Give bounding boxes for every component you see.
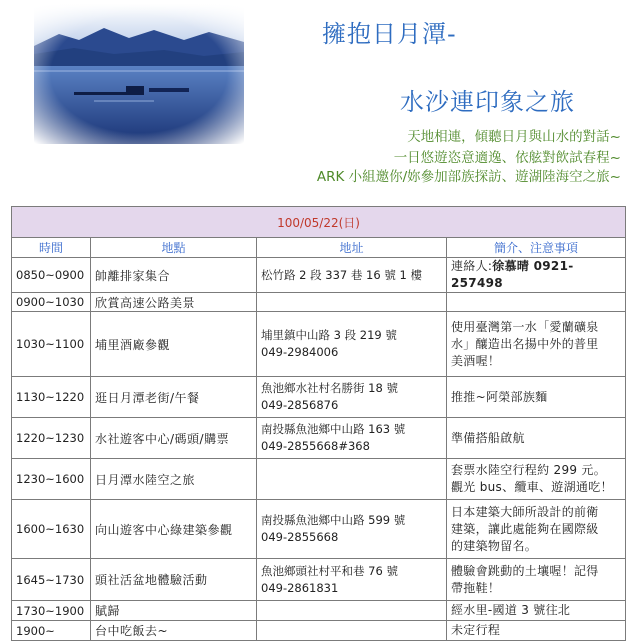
- table-row: [12, 418, 626, 459]
- row-time: 0900~1030: [12, 293, 91, 312]
- table-row: [12, 459, 626, 500]
- row-time: 1900~: [12, 621, 91, 641]
- row-time: 1730~1900: [12, 601, 91, 621]
- table-row: [12, 601, 626, 621]
- row-time: 1220~1230: [12, 418, 91, 459]
- row-info: 推推~阿榮部族麵: [447, 377, 626, 418]
- header-place: 地點: [91, 238, 257, 258]
- row-place: 向山遊客中心綠建築參觀: [91, 500, 257, 559]
- header-row: [12, 238, 626, 258]
- row-info: 經水里-國道 3 號往北: [447, 601, 626, 621]
- date-row: [12, 207, 626, 238]
- table-row: [12, 312, 626, 377]
- row-info: 使用臺灣第一水「愛蘭礦泉 水」釀造出名揚中外的普里 美酒喔！: [447, 312, 626, 377]
- row-address: 魚池鄉頭社村平和巷 76 號 049-2861831: [257, 559, 447, 601]
- header-info: 簡介、注意事項: [447, 238, 626, 258]
- row-info: 體驗會跳動的土壤喔！記得 帶拖鞋！: [447, 559, 626, 601]
- row-info: 套票水陸空行程約 299 元。 觀光 bus、纜車、遊湖通吃！: [447, 459, 626, 500]
- row-address: 南投縣魚池鄉中山路 599 號 049-2855668: [257, 500, 447, 559]
- table-row: [12, 621, 626, 641]
- row-info: 連絡人:徐慕晴 0921-257498: [447, 258, 626, 293]
- title-line-1: 擁抱日月潭-: [322, 20, 457, 48]
- row-address: [257, 459, 447, 500]
- schedule-date: 100/05/22(日): [12, 207, 626, 238]
- table-row: [12, 377, 626, 418]
- row-info: 未定行程: [447, 621, 626, 641]
- table-row: [12, 500, 626, 559]
- title-line-2: 水沙連印象之旅: [400, 88, 575, 116]
- row-place: 欣賞高速公路美景: [91, 293, 257, 312]
- row-info: 日本建築大師所設計的前衛 建築，讓此處能夠在國際級 的建築物留名。: [447, 500, 626, 559]
- slogan-line-1: 天地相連，傾聽日月與山水的對話~: [407, 129, 621, 145]
- table-row: [12, 559, 626, 601]
- slogan-line-2: 一日悠遊恣意適逸、依舷對飲試春程~: [393, 150, 621, 166]
- row-time: 1230~1600: [12, 459, 91, 500]
- row-address: [257, 621, 447, 641]
- row-address: [257, 293, 447, 312]
- header-time: 時間: [12, 238, 91, 258]
- schedule-table: [11, 206, 626, 641]
- row-place: 日月潭水陸空之旅: [91, 459, 257, 500]
- row-time: 1600~1630: [12, 500, 91, 559]
- header-address: 地址: [257, 238, 447, 258]
- sun-moon-lake-photo: [34, 4, 244, 144]
- row-place: 埔里酒廠參觀: [91, 312, 257, 377]
- row-place: 頭社活盆地體驗活動: [91, 559, 257, 601]
- row-time: 1130~1220: [12, 377, 91, 418]
- row-time: 1030~1100: [12, 312, 91, 377]
- row-place: 逛日月潭老街/午餐: [91, 377, 257, 418]
- slogan-line-3: ARK 小組邀你/妳參加部族探訪、遊湖陸海空之旅~: [316, 169, 621, 185]
- row-info: [447, 293, 626, 312]
- row-place: 水社遊客中心/碼頭/購票: [91, 418, 257, 459]
- table-row: [12, 258, 626, 293]
- row-address: [257, 601, 447, 621]
- row-time: 0850~0900: [12, 258, 91, 293]
- row-address: 南投縣魚池鄉中山路 163 號 049-2855668#368: [257, 418, 447, 459]
- row-time: 1645~1730: [12, 559, 91, 601]
- row-address: 埔里鎮中山路 3 段 219 號 049-2984006: [257, 312, 447, 377]
- row-address: 魚池鄉水社村名勝街 18 號 049-2856876: [257, 377, 447, 418]
- table-row: [12, 293, 626, 312]
- row-info: 準備搭船啟航: [447, 418, 626, 459]
- row-place: 帥離排家集合: [91, 258, 257, 293]
- row-place: 台中吃飯去~: [91, 621, 257, 641]
- row-place: 賦歸: [91, 601, 257, 621]
- row-address: 松竹路 2 段 337 巷 16 號 1 樓: [257, 258, 447, 293]
